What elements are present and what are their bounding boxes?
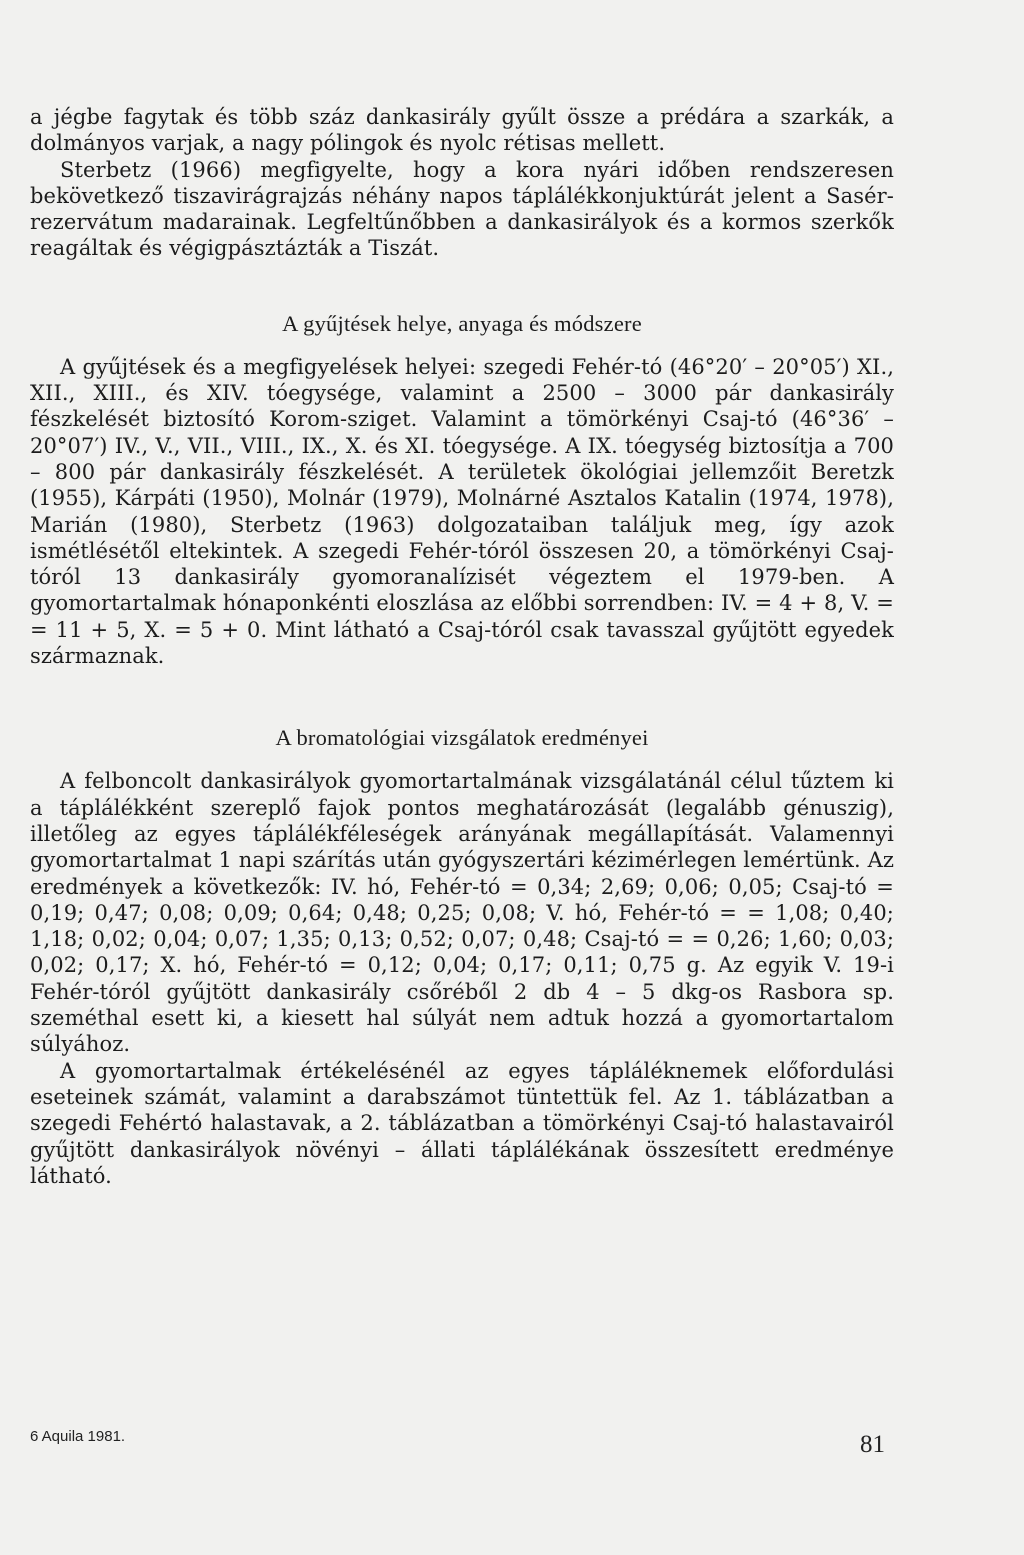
intro-paragraph-1: a jégbe fagytak és több száz dankasirály gyűlt össze a prédára a szarkák, a dolmányos varjak, a nagy pólingok és nyolc rétisas mellett. xyxy=(30,105,894,156)
page-body xyxy=(30,104,894,1189)
intro-paragraph-2: Sterbetz (1966) megfigyelte, hogy a kora nyári időben rendszeresen bekövetkező tiszavirágrajzás néhány napos táplálékkonjuktúrát jelent a Sasér-rezervátum madarainak. Legfeltűnőbben a dankasirályok és a kormos szerkők reagáltak és végigpásztázták a Tiszát. xyxy=(30,157,894,261)
footer-signature: 6 Aquila 1981. xyxy=(30,1428,126,1445)
page-number: 81 xyxy=(860,1431,885,1458)
section-heading-methods: A gyűjtések helye, anyaga és módszere xyxy=(282,310,642,336)
results-paragraph-2: A gyomortartalmak értékelésénél az egyes tápláléknemek előfordulási eseteinek számát, valamint a darabszámot tüntettük fel. Az 1. táblázatban a szegedi Fehértó halastavak, a 2. táblázatban a tömörkényi Csaj-tó halastavairól gyűjtött dankasirályok növényi – állati táplálékának összesített eredménye látható. xyxy=(30,1058,894,1188)
methods-paragraph: A gyűjtések és a megfigyelések helyei: szegedi Fehér-tó (46°20′ – 20°05′) XI., XII., XIII., és XIV. tóegysége, valamint a 2500 – 3000 pár dankasirály fészkelését biztosító Korom-sziget. Valamint a tömörkényi Csaj-tó (46°36′ – 20°07′) IV., V., VII., VIII., IX., X. és XI. tóegysége. A IX. tóegység biztosítja a 700 – 800 pár dankasirály fészkelését. A területek ökológiai jellemzőit Beretzk (1955), Kárpáti (1950), Molnár (1979), Molnárné Asztalos Katalin (1974, 1978), Marián (1980), Sterbetz (1963) dolgozataiban találjuk meg, így azok ismétlésétől eltekintek. A szegedi Fehér-tóról összesen 20, a tömörkényi Csaj-tóról 13 dankasirály gyomoranalízisét végeztem el 1979-ben. A gyomortartalmak hónaponkénti eloszlása az előbbi sorrendben: IV. = 4 + 8, V. = = 11 + 5, X. = 5 + 0. Mint látható a Csaj-tóról csak tavasszal gyűjtött egyedek származnak. xyxy=(30,354,894,669)
results-paragraph-1: A felboncolt dankasirályok gyomortartalmának vizsgálatánál célul tűztem ki a táplálékként szereplő fajok pontos meghatározását (legalább génuszig), illetőleg az egyes táplálékféleségek arányának megállapítását. Valamennyi gyomortartalmat 1 napi szárítás után gyógyszertári kézimérlegen lemértünk. Az eredmények a következők: IV. hó, Fehér-tó = 0,34; 2,69; 0,06; 0,05; Csaj-tó = 0,19; 0,47; 0,08; 0,09; 0,64; 0,48; 0,25; 0,08; V. hó, Fehér-tó = = 1,08; 0,40; 1,18; 0,02; 0,04; 0,07; 1,35; 0,13; 0,52; 0,07; 0,48; Csaj-tó = = 0,26; 1,60; 0,03; 0,02; 0,17; X. hó, Fehér-tó = 0,12; 0,04; 0,17; 0,11; 0,75 g. Az egyik V. 19-i Fehér-tóról gyűjtött dankasirály csőréből 2 db 4 – 5 dkg-os Rasbora sp. szeméthal esett ki, a kiesett hal súlyát nem adtuk hozzá a gyomortartalom súlyához. xyxy=(30,769,894,1057)
section-heading-results: A bromatológiai vizsgálatok eredményei xyxy=(275,725,649,751)
